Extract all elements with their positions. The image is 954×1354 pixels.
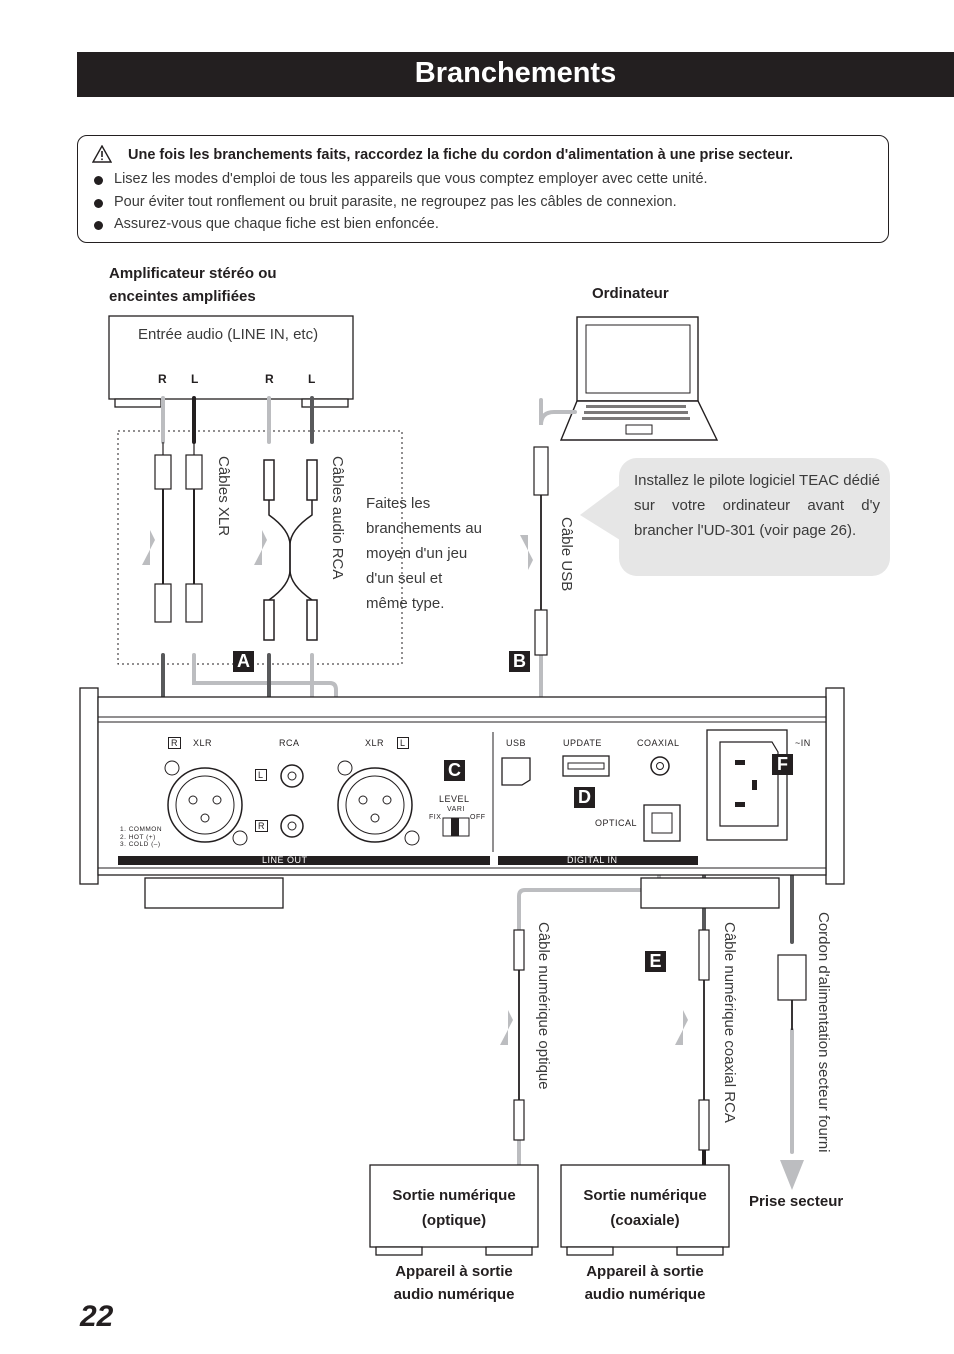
panel-update-label: UPDATE [563,738,602,748]
coaxial-device-label: Appareil à sortie audio numérique [584,1263,706,1303]
panel-xlr-l-label: XLR [365,738,385,748]
computer-heading: Ordinateur [592,285,669,302]
usb-cable-label: Câble USB [558,517,575,592]
panel-optical-label: OPTICAL [595,818,638,828]
line-out-label: LINE OUT [262,855,308,865]
badge-d: D [574,787,595,808]
page-title: Branchements [414,57,617,89]
amp-l1-label: L [191,372,199,386]
optical-device-label: Appareil à sortie audio numérique [393,1263,515,1303]
optical-cable-label: Câble numérique optique [535,922,552,1090]
xlr-pin-legend: 1. COMMON 2. HOT (+) 3. COLD (–) [120,826,163,848]
coaxial-output-label: Sortie numérique (coaxiale) [583,1187,707,1229]
panel-ac-in-label: ~IN [795,738,811,748]
power-cable-label: Cordon d'alimentation secteur fourni [815,912,832,1153]
xlr-cable-label: Câbles XLR [215,456,232,537]
driver-note-bubble [619,458,890,576]
panel-rca-r-box: R [255,820,268,832]
optical-output-label: Sortie numérique (optique) [392,1187,516,1229]
down-arrow-icon [780,1160,804,1190]
xlr-plug-icon [155,442,202,622]
panel-off-label: OFF [470,814,486,821]
panel-xlr-r-label: XLR [193,738,213,748]
page-number: 22 [80,1300,114,1333]
coaxial-cable-label: Câble numérique coaxial RCA [721,922,738,1123]
panel-l-box: L [397,737,409,749]
panel-vari-label: VARI [447,806,465,813]
amp-r2-label: R [265,372,274,386]
digital-in-label: DIGITAL IN [567,855,618,865]
warning-bullet: Lisez les modes d'emploi de tous les appareils que vous comptez employer avec cette unité. [92,168,708,191]
warning-bullet: Pour éviter tout ronflement ou bruit parasite, ne regroupez pas les câbles de connexion. [92,191,708,214]
bubble-tail [580,485,620,540]
panel-coaxial-label: COAXIAL [637,738,680,748]
panel-r-box: R [168,737,181,749]
panel-rca-label: RCA [279,738,300,748]
rca-cable-label: Câbles audio RCA [329,456,346,580]
rca-cable-icon [264,460,317,640]
amp-heading-line2: enceintes amplifiées [109,288,256,305]
panel-fix-label: FIX [429,814,442,821]
coaxial-plug-icon [699,930,709,1150]
badge-a: A [233,651,254,672]
badge-f: F [772,754,793,775]
cable-note: Faites les branchements au moyen d'un jeu d'un seul et même type. [366,495,482,612]
warning-bullet: Assurez-vous que chaque fiche est bien enfoncée. [92,213,708,236]
panel-rca-l-box: L [255,769,267,781]
amp-r1-label: R [158,372,167,386]
badge-c: C [444,760,465,781]
amp-heading-line1: Amplificateur stéréo ou [109,265,277,282]
panel-level-label: LEVEL [439,794,470,804]
power-plug-icon [778,955,806,1030]
badge-b: B [509,651,530,672]
amp-input-label: Entrée audio (LINE IN, etc) [138,326,319,343]
warning-heading: Une fois les branchements faits, raccordez la fiche du cordon d'alimentation à une prise secteur. [128,147,793,163]
outlet-label: Prise secteur [749,1193,844,1210]
usb-plug-icon [534,447,548,655]
panel-usb-label: USB [506,738,527,748]
amp-l2-label: L [308,372,316,386]
optical-plug-icon [514,930,524,1140]
badge-e: E [645,951,666,972]
driver-note-text: Installez le pilote logiciel TEAC dédié sur votre ordinateur avant d'y brancher l'UD-301 (voir page 26). [634,472,880,539]
laptop-icon [561,317,717,440]
